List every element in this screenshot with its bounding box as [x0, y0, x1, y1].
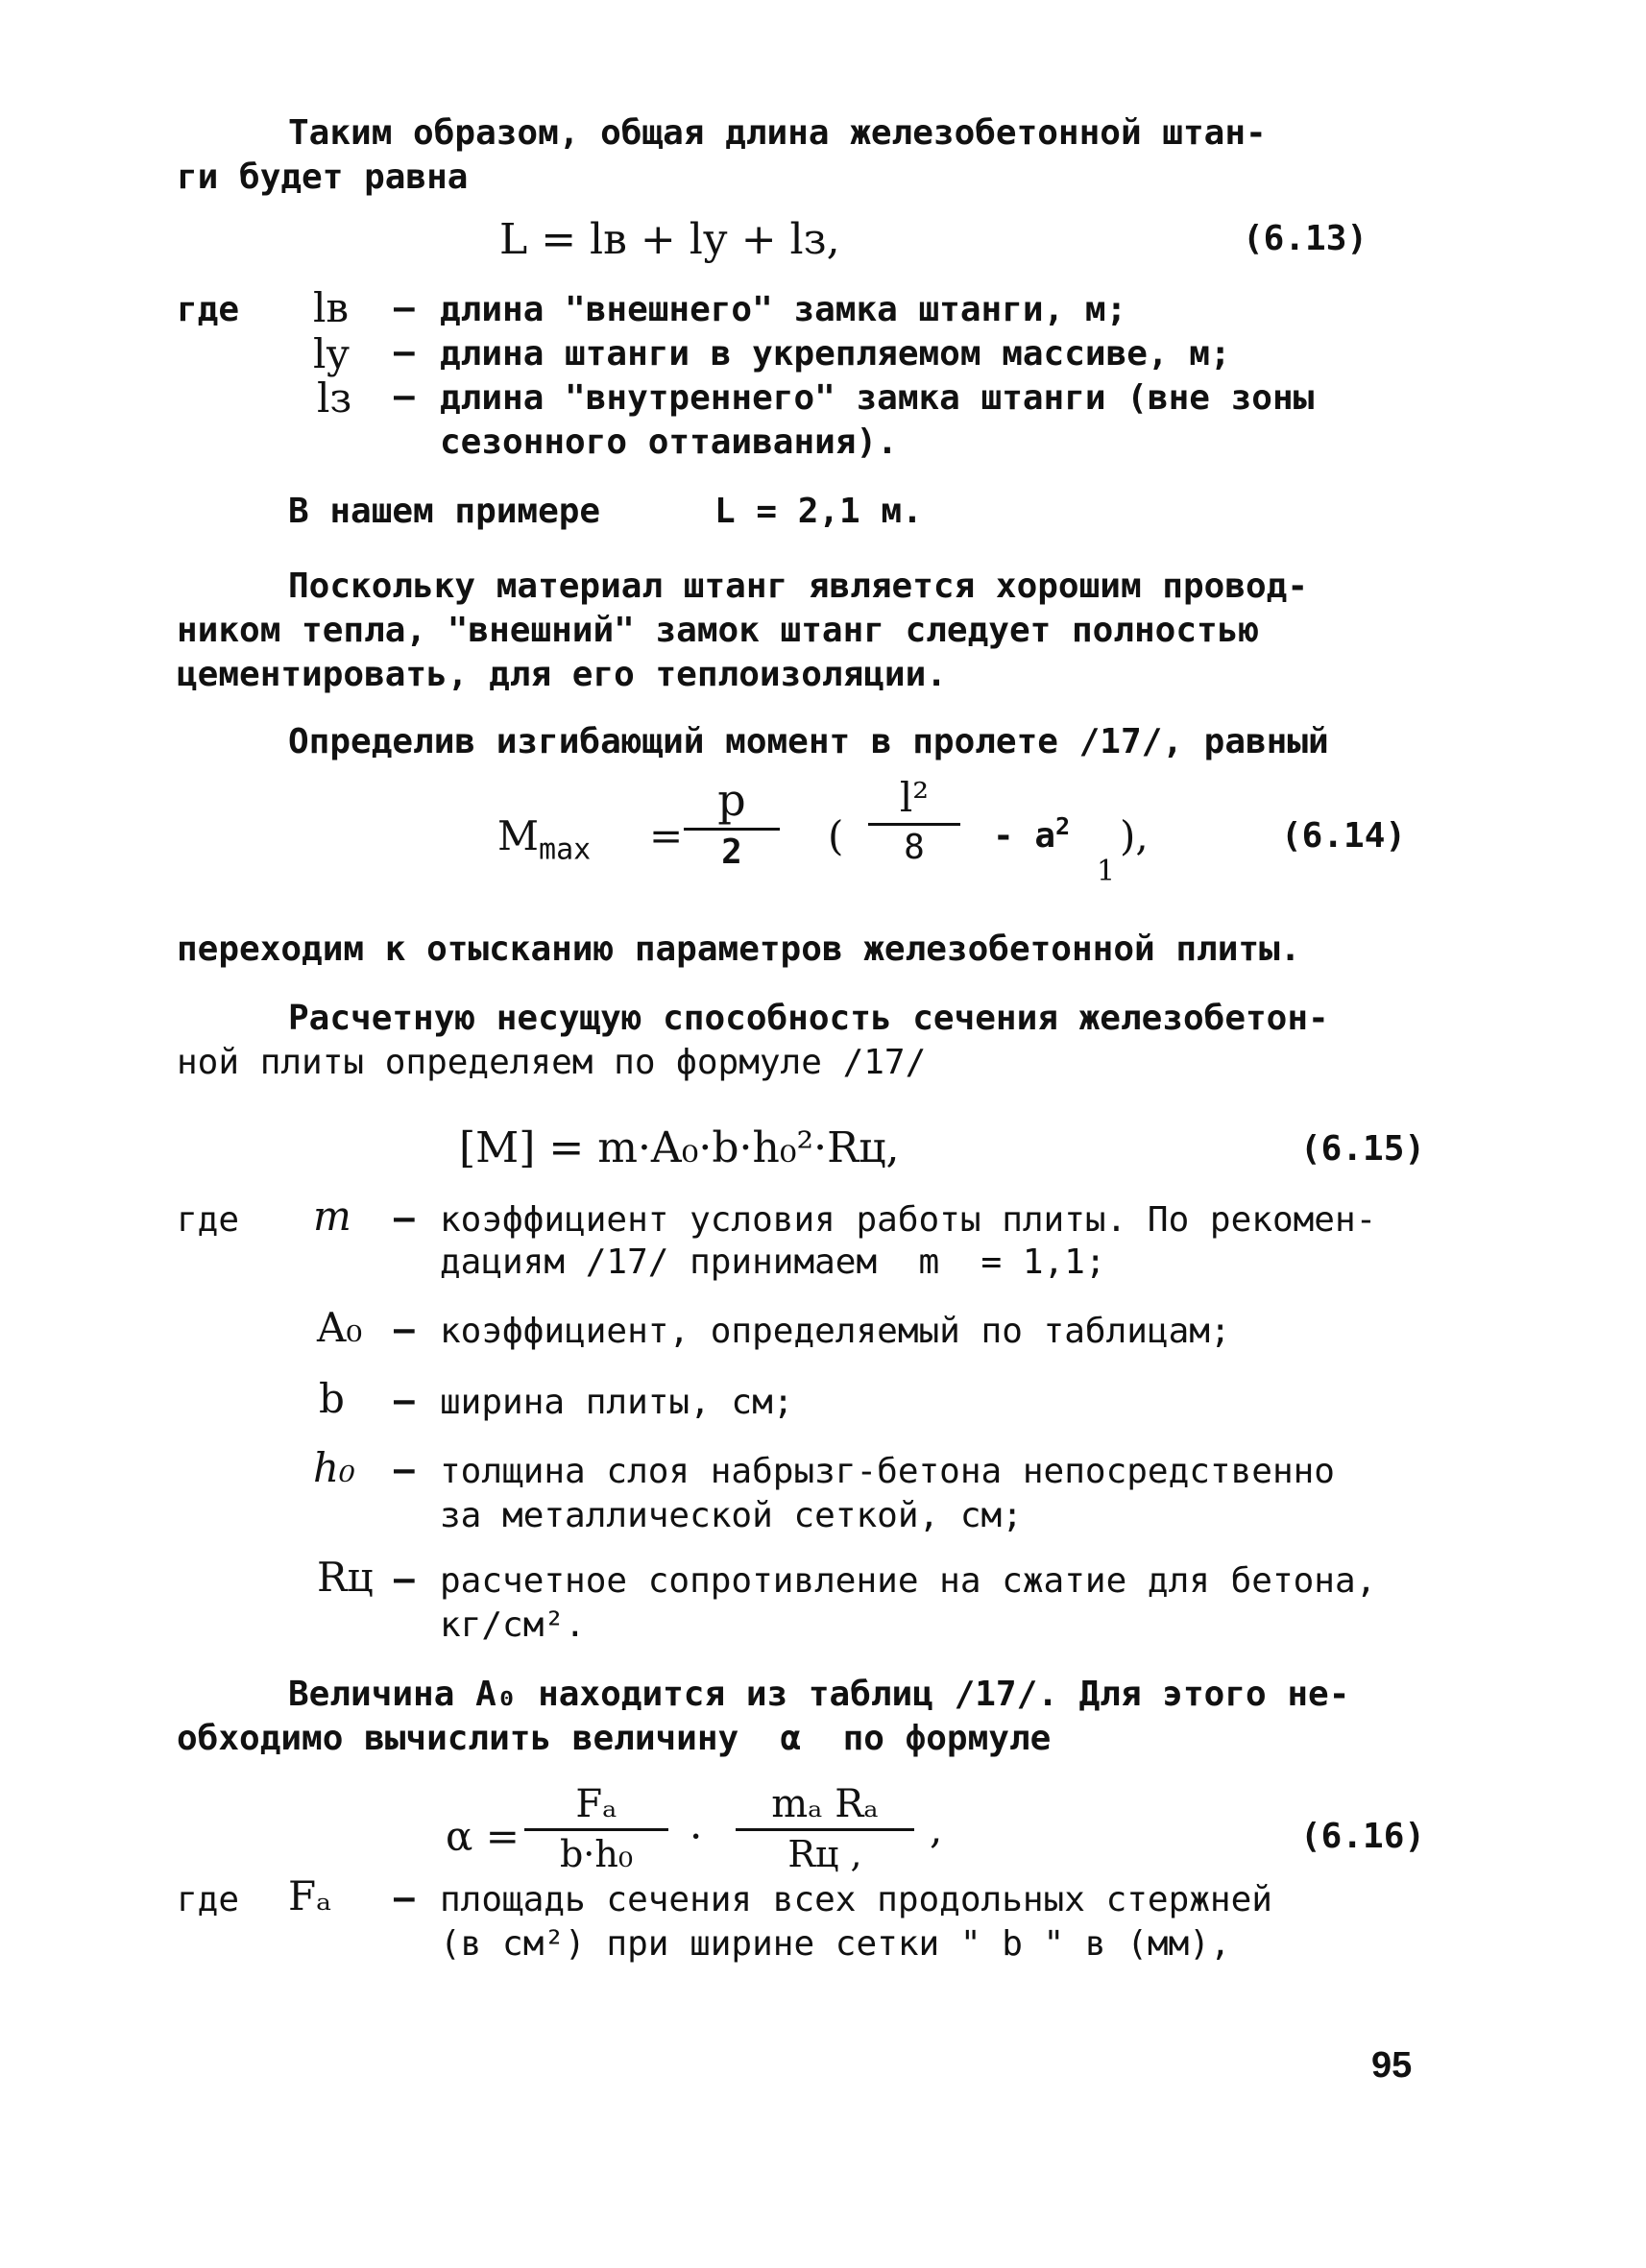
dash: – [394, 1310, 415, 1349]
paragraph-2-line-3: цементировать, для его теплоизоляции. [177, 655, 947, 694]
symbol-l-u: lу [313, 330, 351, 377]
paragraph-3-line-1: Определив изгибающий момент в пролете /17/, равный [288, 722, 1329, 761]
dash: – [394, 1198, 415, 1238]
definition-h0-line-1: толщина слоя набрызг-бетона непосредственно [440, 1452, 1335, 1491]
definition-h0-line-2: за металлической сеткой, см; [440, 1496, 1023, 1535]
open-paren: ( [828, 812, 844, 859]
fraction-bar [736, 1828, 914, 1831]
fraction-mara-over-rts [736, 1782, 914, 1875]
trailing-comma: , [930, 1805, 943, 1852]
paragraph-1-line-2: ги будет равна [177, 157, 469, 197]
paragraph-2-line-1: Поскольку материал штанг является хорошим провод- [288, 567, 1309, 606]
paragraph-4-line-1: переходим к отысканию параметров железобетонной плиты. [177, 929, 1301, 969]
definition-l-u: длина штанги в укрепляемом массиве, м; [440, 334, 1231, 374]
paragraph-2-line-2: ником тепла, "внешний" замок штанг следует полностью [177, 611, 1260, 650]
definition-b: ширина плиты, см; [440, 1383, 794, 1422]
example-text: В нашем примере [288, 492, 601, 531]
equation-number-6-16: (6.16) [1300, 1817, 1426, 1856]
definition-r-ts-line-1: расчетное сопротивление на сжатие для бетона, [440, 1561, 1377, 1601]
dash: – [394, 1450, 415, 1489]
fraction-numerator: Fₐ [575, 1782, 617, 1826]
paragraph-6-line-2: обходимо вычислить величину α по формуле [177, 1719, 1052, 1758]
minus-a: - $a^2$ [993, 812, 1071, 856]
symbol-m: m [313, 1193, 351, 1240]
where-label-3: где [177, 1880, 240, 1919]
fraction-bar [684, 828, 780, 831]
equation-6-15: [M] = m·A₀·b·h₀²·Rц, [459, 1123, 900, 1172]
fraction-numerator: l² [899, 774, 930, 821]
equation-number-6-13: (6.13) [1243, 219, 1368, 258]
symbol-h0: h₀ [313, 1444, 355, 1491]
definition-a0: коэффициент, определяемый по таблицам; [440, 1312, 1231, 1351]
fraction-denominator: 8 [904, 828, 925, 867]
dash: – [394, 332, 415, 372]
definition-fa-line-1: площадь сечения всех продольных стержней [440, 1880, 1272, 1919]
dash: – [394, 288, 415, 327]
fraction-denominator: 2 [721, 832, 742, 872]
moment-symbol: $M_{max}$ [497, 812, 592, 867]
fraction-fa-over-bh0 [524, 1782, 668, 1875]
symbol-l-v: lв [313, 284, 350, 331]
definition-r-ts-line-2: кг/см². [440, 1605, 586, 1645]
example-value: L = 2,1 м. [714, 492, 923, 531]
fraction-numerator: p [717, 774, 746, 826]
fraction-bar [524, 1828, 668, 1831]
definition-m-line-2: дациям /17/ принимаем m = 1,1; [440, 1243, 1106, 1282]
symbol-l-z: lз [317, 374, 352, 422]
equation-number-6-15: (6.15) [1300, 1129, 1426, 1169]
paragraph-6-line-1: Величина A₀ находится из таблиц /17/. Для этого не- [288, 1675, 1350, 1714]
fraction-denominator: b·h₀ [559, 1833, 634, 1875]
where-label-1: где [177, 290, 240, 329]
equation-number-6-14: (6.14) [1281, 816, 1407, 856]
page-number: 95 [1371, 2045, 1413, 2086]
a-subscript: 1 [1097, 855, 1116, 888]
fraction-p-over-2 [684, 774, 780, 872]
paragraph-5-line-1: Расчетную несущую способность сечения железобетон- [288, 999, 1329, 1038]
dash: – [394, 1559, 415, 1599]
definition-fa-line-2: (в см²) при ширине сетки " b " в (мм), [440, 1924, 1231, 1964]
fraction-bar [868, 823, 960, 826]
fraction-l2-over-8 [868, 774, 960, 867]
equation-6-13: L = lв + lу + lз, [499, 215, 840, 264]
fraction-numerator: mₐ Rₐ [771, 1782, 879, 1826]
dash: – [394, 1381, 415, 1420]
equals-sign: = [649, 812, 684, 859]
definition-l-v: длина "внешнего" замка штанги, м; [440, 290, 1127, 329]
paragraph-5-line-2: ной плиты определяем по формуле /17/ [177, 1043, 927, 1082]
multiply-dot: · [690, 1813, 703, 1860]
symbol-r-ts: Rц [317, 1554, 374, 1601]
alpha-equals: α = [446, 1813, 520, 1860]
symbol-a0: A₀ [317, 1304, 363, 1351]
definition-l-z-line-2: сезонного оттаивания). [440, 422, 898, 462]
dash: – [394, 1878, 415, 1918]
definition-m-line-1: коэффициент условия работы плиты. По рекомен- [440, 1200, 1377, 1240]
dash: – [394, 376, 415, 416]
symbol-fa: Fₐ [288, 1872, 332, 1919]
definition-l-z-line-1: длина "внутреннего" замка штанги (вне зоны [440, 378, 1315, 418]
fraction-denominator: Rц , [787, 1833, 862, 1875]
paragraph-1-line-1: Таким образом, общая длина железобетонной штан- [288, 113, 1267, 153]
where-label-2: где [177, 1200, 240, 1240]
symbol-b: b [319, 1375, 345, 1422]
close-paren: ), [1120, 812, 1149, 859]
